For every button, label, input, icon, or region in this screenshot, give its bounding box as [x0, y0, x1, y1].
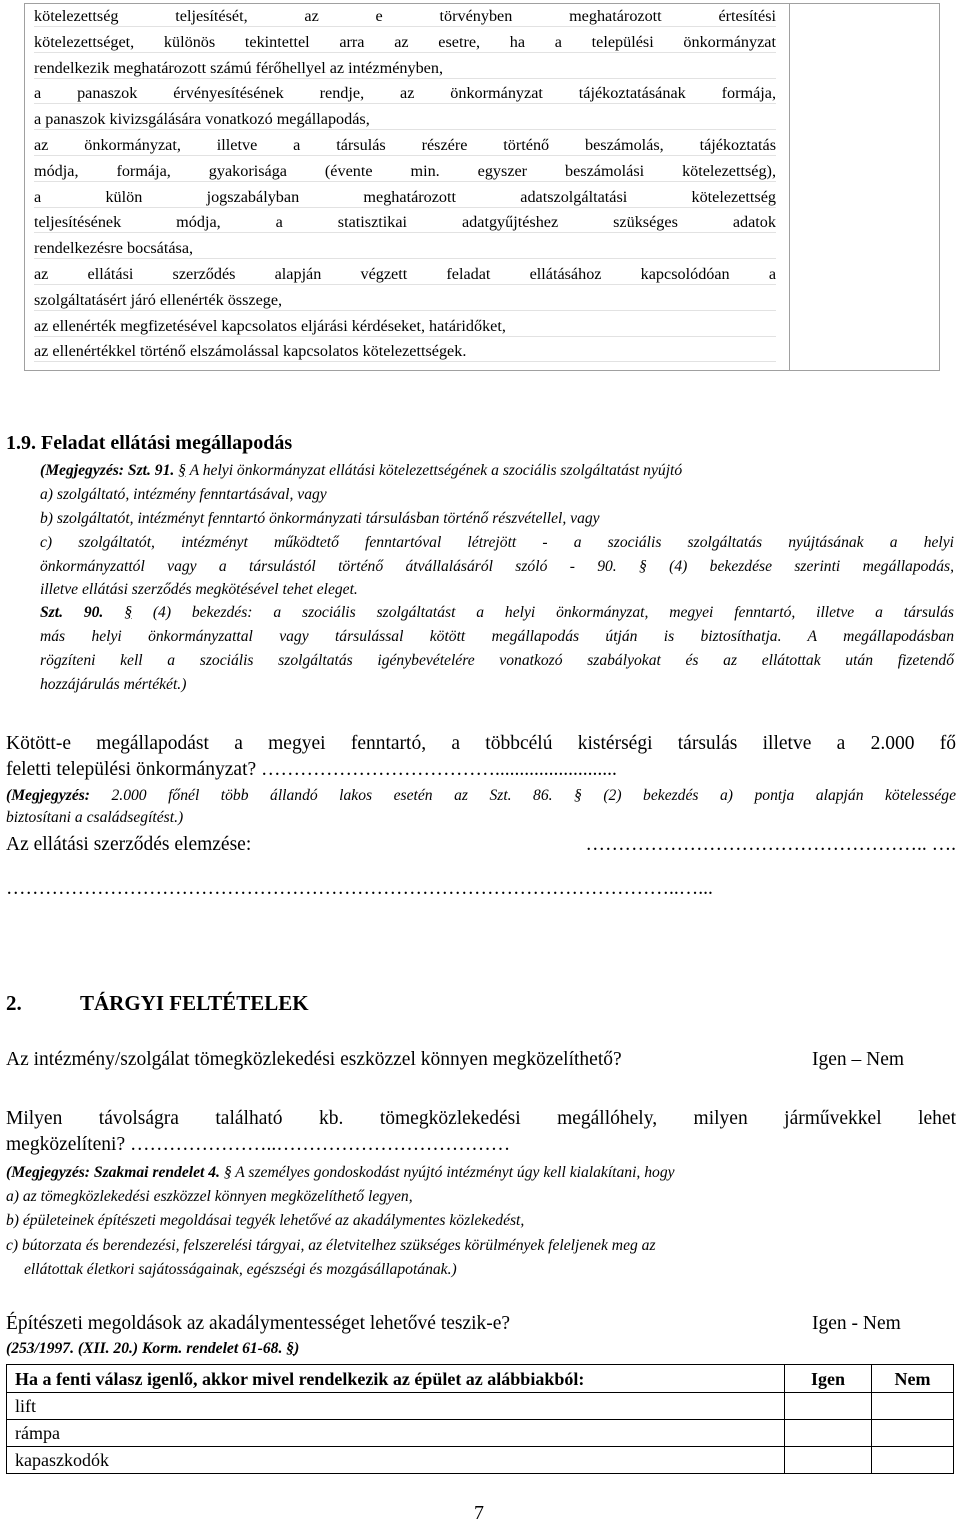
note-2000-residents — [6, 786, 956, 806]
section-sign-icon: § — [223, 1164, 232, 1181]
note-item: c) bútorzata és berendezési, felszerelési tárgyai, az életvitelhez szükséges körülmények feleljenek meg az — [6, 1237, 656, 1254]
table-row — [7, 1393, 954, 1420]
table-line: a panaszok érvényesítésének rendje, az önkormányzat tájékoztatásának formája, — [34, 84, 776, 103]
answer-barrier-free[interactable]: Igen - Nem — [812, 1313, 901, 1334]
cell-ramp-yes[interactable] — [785, 1420, 872, 1447]
row-label-lift: lift — [7, 1393, 785, 1420]
page-number: 7 — [474, 1502, 484, 1524]
table-column-divider — [789, 4, 790, 370]
cell-handrails-yes[interactable] — [785, 1447, 872, 1474]
section-sign-icon: § — [286, 1340, 295, 1357]
table-line: az önkormányzat, illetve a társulás részére történő beszámolás, tájékoztatás — [34, 136, 776, 154]
question-barrier-free: Építészeti megoldások az akadálymentességet lehetővé teszik-e? — [6, 1313, 511, 1334]
table-line: kötelezettség teljesítését, az e törvényben meghatározott értesítési — [34, 7, 776, 25]
question-agreement-line2 — [6, 759, 617, 781]
accessibility-table — [6, 1364, 954, 1474]
table-line: rendelkezésre bocsátása, — [34, 238, 776, 259]
analysis-dots-line2[interactable]: …………………………………………………………………………………………..…... — [6, 878, 713, 899]
question-agreement-text: feletti települési önkormányzat? — [6, 759, 257, 780]
note-line: a) szolgáltató, intézmény fenntartásával, vagy — [40, 486, 327, 503]
note-2000-residents-line2: biztosítani a családsegítést.) — [6, 809, 184, 826]
answer-transport[interactable]: Igen – Nem — [812, 1049, 905, 1070]
regulation-reference — [6, 1339, 299, 1359]
table-header-no: Nem — [872, 1365, 954, 1393]
note-line: más helyi önkormányzattal vagy társulással kötött megállapodás útján is biztosíthatja. A megállapodásban — [40, 628, 954, 645]
section-sign-icon: § — [178, 462, 186, 479]
note-text: A helyi önkormányzat ellátási kötelezettségének a szociális szolgáltatást nyújtó — [185, 462, 683, 479]
note-line — [40, 461, 954, 481]
distance-dots[interactable]: …………………..……………………………… — [130, 1134, 511, 1155]
note-line: hozzájárulás mértékét.) — [40, 676, 187, 693]
note-label: Szt. 90. — [40, 604, 125, 621]
table-line: a panaszok kivizsgálására vonatkozó megállapodás, — [34, 109, 776, 130]
note-text: A személyes gondoskodást nyújtó intézményt úgy kell kialakítani, hogy — [231, 1164, 675, 1181]
question-distance-text: megközelíteni? — [6, 1134, 126, 1155]
row-label-handrails: kapaszkodók — [7, 1447, 785, 1474]
note-item: a) az tömegközlekedési eszközzel könnyen megközelíthető legyen, — [6, 1188, 413, 1205]
table-line: szolgáltatásért járó ellenérték összege, — [34, 290, 776, 311]
table-line: az ellenértékkel történő elszámolással kapcsolatos kötelezettségek. — [34, 341, 776, 362]
table-line: az ellátási szerződés alapján végzett feladat ellátásához kapcsolódóan a — [34, 265, 776, 283]
table-line: az ellenérték megfizetésével kapcsolatos eljárási kérdéseket, határidőket, — [34, 316, 776, 337]
answer-dots[interactable]: ………………………………......................... — [261, 759, 617, 780]
note-line: illetve ellátási szerződés megkötésével tehet eleget. — [40, 581, 358, 598]
cell-ramp-no[interactable] — [872, 1420, 954, 1447]
table-header-yes: Igen — [785, 1365, 872, 1393]
regulation-ref-close: ) — [294, 1340, 300, 1357]
section-title-2: TÁRGYI FELTÉTELEK — [80, 991, 309, 1015]
note-line — [40, 603, 954, 623]
question-agreement-line1: Kötött-e megállapodást a megyei fenntartó, a többcélú kistérségi társulás illetve a 2.000 fő — [6, 733, 956, 754]
analysis-dots[interactable]: …………………………………………….. …. — [585, 834, 956, 855]
analysis-label: Az ellátási szerződés elemzése: — [6, 834, 252, 855]
table-row — [7, 1420, 954, 1447]
note-line: rögzíteni kell a szociális szolgáltatás igénybevételére vonatkozó szabályokat és az ellátottak után fizetendő — [40, 652, 954, 669]
question-distance-line2 — [6, 1134, 510, 1156]
table-line: rendelkezik meghatározott számú férőhellyel az intézményben, — [34, 58, 776, 79]
section-sign-icon: § — [124, 604, 132, 621]
note-line: önkormányzattól vagy a társulástól történő átvállalásáról szóló - 90. § (4) bekezdése szerinti megállapodás, — [40, 558, 954, 575]
note-line: c) szolgáltatót, intézményt működtető fenntartóval létrejött - a szociális szolgáltatás nyújtásának a helyi — [40, 534, 954, 551]
table-line: módja, formája, gyakorisága (évente min. egyszer beszámolási kötelezettség), — [34, 161, 776, 180]
question-transport: Az intézmény/szolgálat tömegközlekedési eszközzel könnyen megközelíthető? — [6, 1049, 622, 1070]
table-line: teljesítésének módja, a statisztikai adatgyűjtéshez szükséges adatok — [34, 213, 776, 232]
table-line: a külön jogszabályban meghatározott adatszolgáltatási kötelezettség — [34, 187, 776, 206]
cell-lift-yes[interactable] — [785, 1393, 872, 1420]
regulation-ref-text: (253/1997. (XII. 20.) Korm. rendelet 61-68. — [6, 1340, 283, 1357]
table-header-row — [7, 1365, 954, 1393]
question-distance-line1: Milyen távolságra található kb. tömegközlekedési megállóhely, milyen járművekkel lehet — [6, 1108, 956, 1129]
analysis-row — [6, 834, 956, 856]
note-item: ellátottak életkori sajátosságainak, egészségi és mozgásállapotának.) — [24, 1261, 457, 1278]
table-line: kötelezettséget, különös tekintettel arra az esetre, ha a települési önkormányzat — [34, 32, 776, 51]
note-item: b) épületeinek építészeti megoldásai tegyék lehetővé az akadálymentes közlekedést, — [6, 1212, 525, 1229]
note-text: 2.000 főnél több állandó lakos esetén az Szt. 86. § (2) bekezdés a) pontja alapján kötelessége — [90, 787, 956, 804]
note-label: (Megjegyzés: — [6, 787, 90, 804]
note-label: (Megjegyzés: Szt. 91. — [40, 462, 179, 479]
cell-lift-no[interactable] — [872, 1393, 954, 1420]
table-header-question: Ha a fenti válasz igenlő, akkor mivel rendelkezik az épület az alábbiakból: — [7, 1365, 785, 1393]
note-text: (4) bekezdés: a szociális szolgáltatást a helyi önkormányzat, megyei fenntartó, illetve a társulás — [131, 604, 954, 621]
note-line — [6, 1163, 675, 1183]
note-label: (Megjegyzés: Szakmai rendelet 4. — [6, 1164, 224, 1181]
section-heading-1-9: 1.9. Feladat ellátási megállapodás — [6, 432, 293, 454]
row-label-ramp: rámpa — [7, 1420, 785, 1447]
section-number-2: 2. — [6, 991, 22, 1015]
cell-handrails-no[interactable] — [872, 1447, 954, 1474]
table-row — [7, 1447, 954, 1474]
note-line: b) szolgáltatót, intézményt fenntartó önkormányzati társulásban történő részvétellel, vagy — [40, 510, 600, 527]
